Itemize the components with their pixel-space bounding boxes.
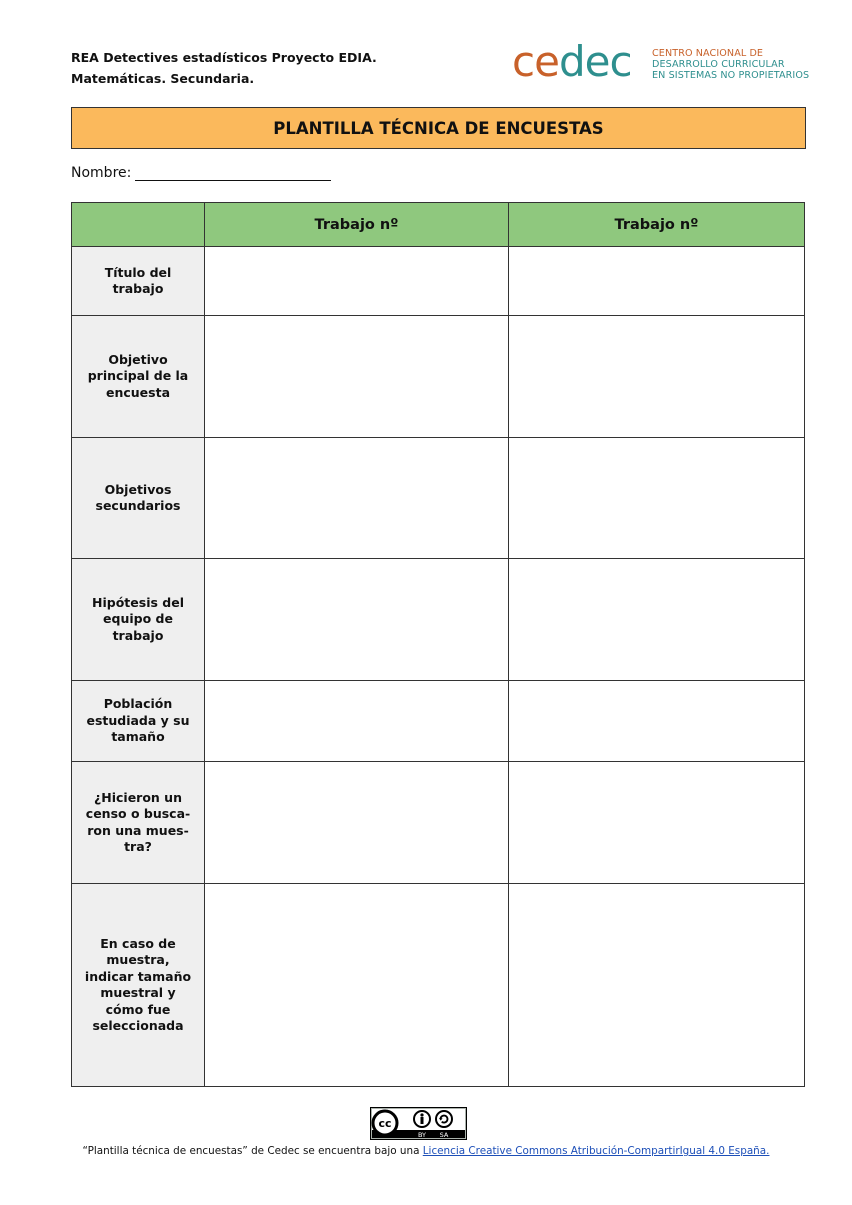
cedec-logo-wordmark: cedec: [512, 37, 632, 86]
cc-by-sa-icon[interactable]: [370, 1107, 467, 1140]
answer-cell[interactable]: [509, 559, 805, 681]
logo-caption-line-1: CENTRO NACIONAL DE: [652, 48, 764, 59]
answer-cell[interactable]: [205, 762, 509, 884]
nombre-input-line[interactable]: [135, 164, 331, 181]
table-row: [72, 762, 805, 884]
license-statement: [0, 1145, 852, 1157]
answer-cell[interactable]: [509, 247, 805, 316]
answer-cell[interactable]: [205, 247, 509, 316]
table-row: [72, 884, 805, 1087]
row-label-objetivo-principal: Objetivo principal de la encuesta: [72, 316, 205, 438]
column-header-trabajo-2: Trabajo nº: [509, 203, 805, 247]
cedec-logo-caption: [652, 48, 809, 81]
column-header-trabajo-1: Trabajo nº: [205, 203, 509, 247]
row-label-objetivos-secundarios: Objetivos secundarios: [72, 438, 205, 559]
table-row: [72, 438, 805, 559]
header-line-2: Matemáticas. Secundaria.: [71, 71, 255, 86]
document-header: [71, 47, 377, 89]
svg-text:BY: BY: [417, 1131, 427, 1139]
row-label-hipotesis: Hipótesis del equipo de trabajo: [72, 559, 205, 681]
table-header-row: [72, 203, 805, 247]
table-corner-cell: [72, 203, 205, 247]
cedec-logo: [512, 37, 812, 88]
table-row: [72, 316, 805, 438]
row-label-titulo: Título del trabajo: [72, 247, 205, 316]
row-label-poblacion: Población estudiada y su tamaño: [72, 681, 205, 762]
answer-cell[interactable]: [205, 316, 509, 438]
nombre-field: [71, 164, 331, 181]
answer-cell[interactable]: [509, 438, 805, 559]
svg-text:cc: cc: [378, 1117, 392, 1130]
logo-caption-line-2: DESARROLLO CURRICULAR: [652, 59, 785, 70]
license-text: “Plantilla técnica de encuestas” de Cedec se encuentra bajo una: [82, 1145, 420, 1157]
nombre-label: Nombre:: [71, 165, 132, 181]
table-row: [72, 681, 805, 762]
answer-cell[interactable]: [509, 681, 805, 762]
row-label-tamano-muestral: En caso de muestra, indicar tamaño muestral y cómo fue seleccionada: [72, 884, 205, 1087]
header-line-1: REA Detectives estadísticos Proyecto EDIA.: [71, 50, 377, 65]
answer-cell[interactable]: [205, 559, 509, 681]
table-row: [72, 247, 805, 316]
survey-table: [71, 202, 805, 1087]
table-row: [72, 559, 805, 681]
page-title: PLANTILLA TÉCNICA DE ENCUESTAS: [71, 107, 806, 149]
logo-caption-line-3: EN SISTEMAS NO PROPIETARIOS: [652, 70, 810, 81]
license-link[interactable]: Licencia Creative Commons Atribución-CompartirIgual 4.0 España.: [422, 1145, 770, 1157]
answer-cell[interactable]: [205, 438, 509, 559]
svg-text:SA: SA: [439, 1131, 449, 1139]
answer-cell[interactable]: [509, 762, 805, 884]
row-label-censo-muestra: ¿Hicieron un censo o busca-ron una mues-tra?: [72, 762, 205, 884]
answer-cell[interactable]: [205, 884, 509, 1087]
answer-cell[interactable]: [509, 316, 805, 438]
answer-cell[interactable]: [205, 681, 509, 762]
answer-cell[interactable]: [509, 884, 805, 1087]
